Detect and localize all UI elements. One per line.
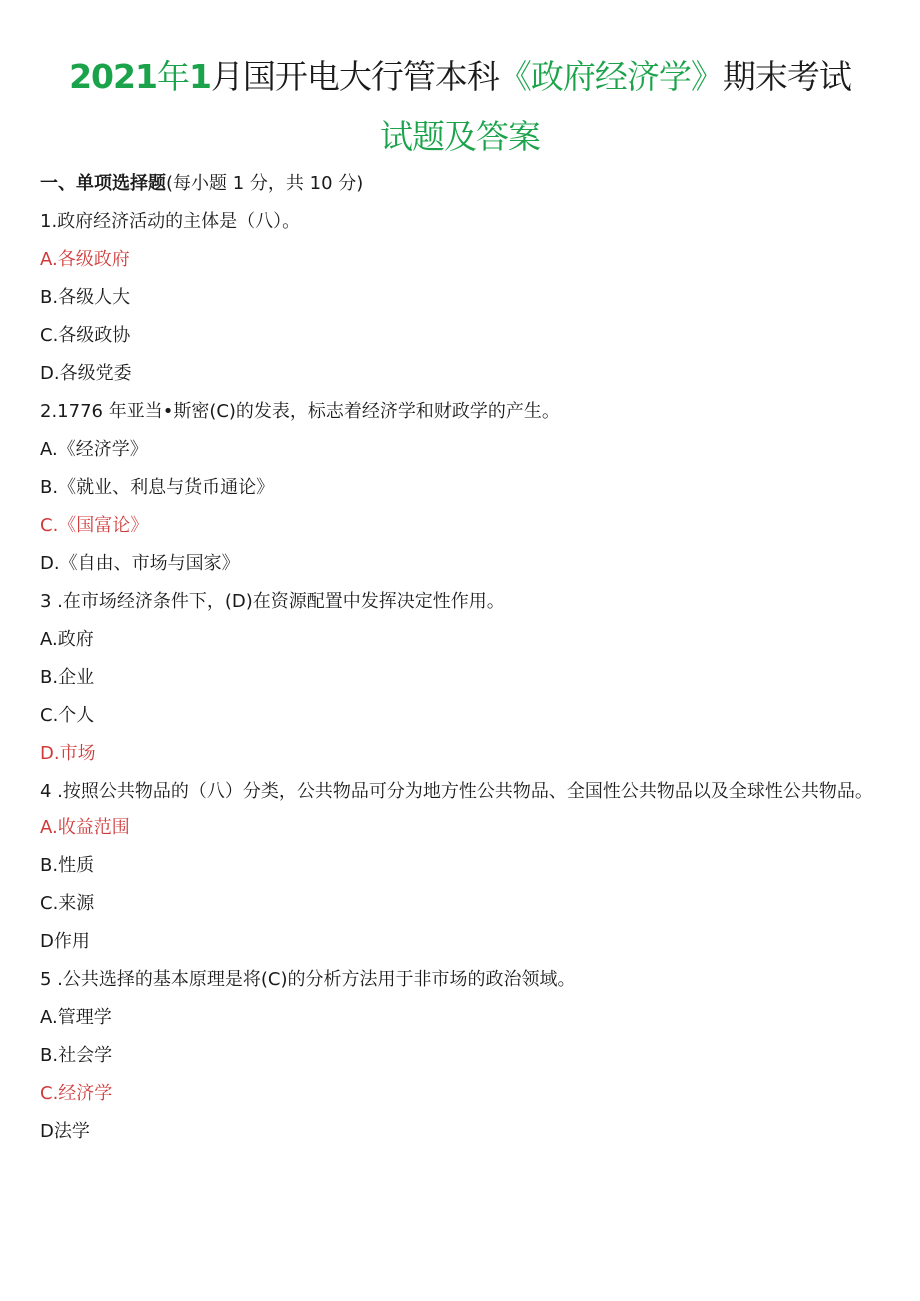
option: D法学	[40, 1121, 90, 1142]
title-line-2: 试题及答案	[380, 117, 540, 156]
question-stem: 5 .公共选择的基本原理是将(C)的分析方法用于非市场的政治领域。	[40, 969, 576, 990]
exam-content	[40, 170, 880, 1156]
option-correct: C.《国富论》	[40, 515, 149, 536]
option: A.《经济学》	[40, 439, 148, 460]
title-nian: 年	[156, 57, 189, 96]
option: B.各级人大	[40, 287, 131, 308]
option: C.来源	[40, 893, 95, 914]
option: C.各级政协	[40, 325, 131, 346]
section-heading	[40, 170, 880, 198]
option-correct: C.经济学	[40, 1083, 113, 1104]
option: B.《就业、利息与货币通论》	[40, 477, 275, 498]
title-year: 2021	[69, 57, 157, 96]
title-mid: 月国开电大行管本科	[210, 57, 499, 96]
question-stem: 4 .按照公共物品的（八）分类，公共物品可分为地方性公共物品、全国性公共物品以及全球性公共物品。	[40, 781, 873, 802]
question-stem: 3 .在市场经济条件下，(D)在资源配置中发挥决定性作用。	[40, 591, 505, 612]
option-correct: A.收益范围	[40, 817, 130, 838]
option: D.各级党委	[40, 363, 132, 384]
option-correct: A.各级政府	[40, 249, 130, 270]
question-stem: 2.1776 年亚当•斯密(C)的发表，标志着经济学和财政学的产生。	[40, 401, 560, 422]
option: B.社会学	[40, 1045, 113, 1066]
title-end: 期末考试	[722, 57, 851, 96]
option: A.政府	[40, 629, 94, 650]
option-correct: D.市场	[40, 743, 96, 764]
option: D作用	[40, 931, 90, 952]
option: D.《自由、市场与国家》	[40, 553, 240, 574]
section-heading-label: 一、单项选择题	[40, 173, 166, 194]
section-heading-note: (每小题 1 分，共 10 分)	[166, 173, 364, 194]
title-line-1	[0, 55, 920, 99]
option: B.企业	[40, 667, 95, 688]
title-book: 《政府经济学》	[498, 57, 723, 96]
option: B.性质	[40, 855, 95, 876]
question-stem: 1.政府经济活动的主体是（八）。	[40, 211, 301, 232]
option: A.管理学	[40, 1007, 112, 1028]
option: C.个人	[40, 705, 95, 726]
title-month: 1	[188, 57, 211, 96]
